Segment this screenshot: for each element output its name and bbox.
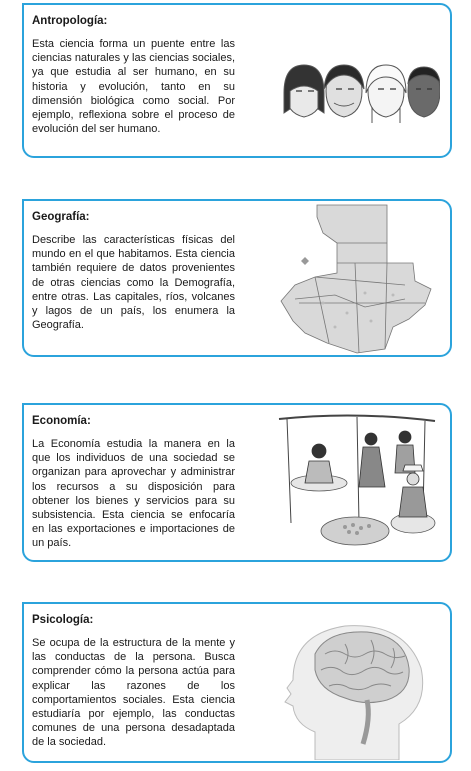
section-text: Describe las características físicas del mundo en el que habitamos. Esta ciencia también requiere de datos provenientes de otras ciencias como la Demografía, entre otras. Las capitales, ríos, volcanes y lagos de un país, los enumera la Geografía. (32, 234, 235, 332)
section-text: Se ocupa de la estructura de la mente y las conductas de la persona. Busca comprender cómo la persona actúa para explicar las razones de los comportamientos sociales. Esta ciencia estudiaría por ejemplo, las conductas comunes de una persona desadaptada de la sociedad. (32, 637, 235, 749)
card-antropologia (22, 3, 452, 158)
section-text: La Economía estudia la manera en la que los individuos de una sociedad se organizan para aprovechar y administrar los recursos a su disposición para obtener los bienes y servicios para su subsistencia. Esta ciencia se enfocaría en las exportaciones e importaciones de un país. (32, 438, 235, 550)
card-psicologia (22, 602, 452, 763)
card-economia (22, 403, 452, 562)
guatemala-map-illustration (275, 203, 440, 355)
section-title: Psicología: (32, 614, 94, 626)
section-title: Economía: (32, 415, 91, 427)
section-text: Esta ciencia forma un puente entre las ciencias naturales y las ciencias sociales, ya que estudia al ser humano, en su historia y evolución, tanto en su dimensión biológica como social. Por ejemplo, reflexiona sobre el proceso de evolución del ser humano. (32, 38, 235, 136)
head-brain-illustration (275, 614, 440, 760)
market-vendors-illustration (275, 413, 440, 555)
section-title: Geografía: (32, 211, 90, 223)
card-geografia (22, 199, 452, 357)
section-title: Antropología: (32, 15, 108, 27)
four-human-faces-illustration (280, 63, 440, 125)
